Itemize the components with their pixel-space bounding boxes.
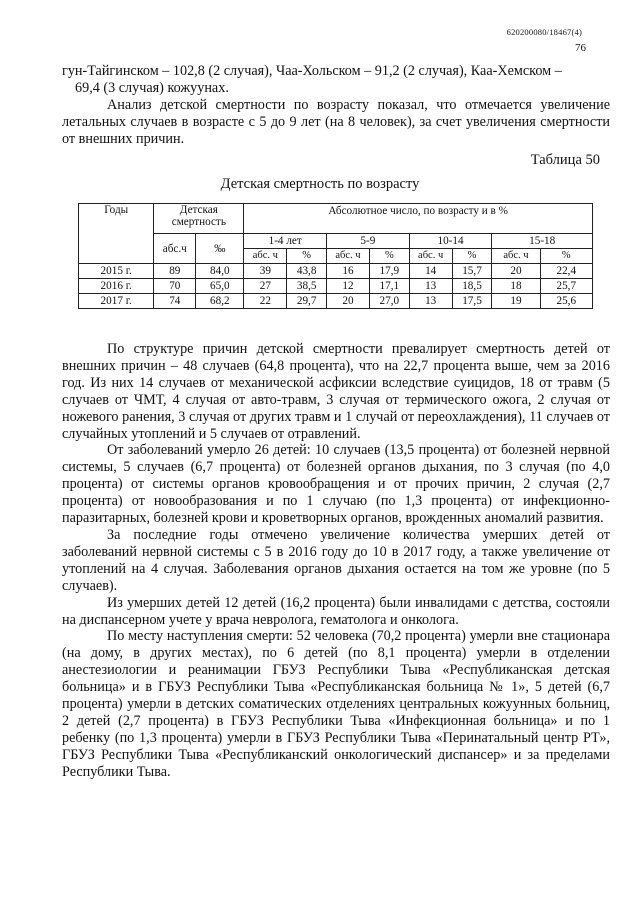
intro-line: гун-Тайгинском – 102,8 (2 случая), Чаа-Хольском – 91,2 (2 случая), Каа-Хемском – [62,63,562,79]
intro-paragraph: Анализ детской смертности по возрасту показал, что отмечается увеличение летальных случаев в возрасте с 5 до 9 лет (на 8 человек), за счет увеличения смертности от внешних причин. [62,96,610,147]
header-permille: ‰ [196,234,244,264]
cell-value: 20 [327,294,370,309]
cell-value: 29,7 [287,294,327,309]
cell-value: 18 [492,279,540,294]
mortality-table [78,203,593,309]
header-pct: % [452,249,492,264]
body-paragraph: От заболеваний умерло 26 детей: 10 случаев (13,5 процента) от болезней нервной системы, 5 случаев (6,7 процента) от болезней органов дыхания, по 3 случая (по 4,0 процента) от системы органов кровообращения и от прочих причин, 2 случая (2,7 процента) от новообразования и по 1 случаю (по 1,3 процента) от инфекционно-паразитарных, болезней крови и кроветворных органов, врожденных аномалий развития. [62,442,610,527]
cell-value: 22 [244,294,287,309]
table-row [79,294,593,309]
table-header-row [79,204,593,234]
cell-value: 14 [409,264,452,279]
body-paragraph: По месту наступления смерти: 52 человека (70,2 процента) умерли вне стационара (на дому, в других местах), по 6 детей (по 8,1 процента) умерли в отделении анестезиологии и реанимации ГБУЗ Республики Тыва «Республиканская детская больница» и в ГБУЗ Республики Тыва «Республиканская больница № 1», 5 детей (6,7 процента) умерли в детских соматических отделениях центральных кожуунных больниц, 2 детей (2,7 процента) в ГБУЗ Республики Тыва «Инфекционная больница» и по 1 ребенку (по 1,3 процента) умерли в ГБУЗ Республики Тыва «Перинатальный центр РТ», ГБУЗ Республики Тыва «Республиканский онкологический диспансер» и за пределами Республики Тыва. [62,628,610,780]
cell-value: 19 [492,294,540,309]
cell-value: 15,7 [452,264,492,279]
header-abs: абс.ч [154,234,196,264]
cell-rate: 84,0 [196,264,244,279]
cell-value: 13 [409,279,452,294]
cell-value: 20 [492,264,540,279]
header-age-group: 15-18 [492,234,593,249]
header-absolute: Абсолютное число, по возрасту и в % [244,204,593,234]
body-paragraph: За последние годы отмечено увеличение количества умерших детей от заболеваний нервной системы с 5 в 2016 году до 10 в 2017 году, а также увеличение от утоплений на 4 случая. Заболевания органов дыхания остается на том же уровне (по 5 случаев). [62,526,610,594]
document-id: 620200080/18467(4) [506,27,582,37]
header-abs-small: абс. ч [327,249,370,264]
table-title: Детская смертность по возрасту [220,176,420,192]
cell-value: 38,5 [287,279,327,294]
cell-abs: 89 [154,264,196,279]
header-age-group: 10-14 [409,234,492,249]
header-age-group: 5-9 [327,234,410,249]
cell-rate: 65,0 [196,279,244,294]
cell-abs: 70 [154,279,196,294]
cell-value: 17,9 [369,264,409,279]
header-abs-small: абс. ч [244,249,287,264]
cell-value: 17,5 [452,294,492,309]
cell-value: 13 [409,294,452,309]
header-pct: % [287,249,327,264]
table-label: Таблица 50 [530,152,600,168]
table-row [79,279,593,294]
header-age-group: 1-4 лет [244,234,327,249]
cell-value: 16 [327,264,370,279]
header-pct: % [540,249,592,264]
cell-value: 43,8 [287,264,327,279]
header-abs-small: абс. ч [492,249,540,264]
cell-value: 39 [244,264,287,279]
header-years: Годы [79,204,154,264]
header-abs-small: абс. ч [409,249,452,264]
header-child-mortality: Детская смертность [154,204,244,234]
cell-abs: 74 [154,294,196,309]
page-number: 76 [575,42,586,54]
cell-value: 27,0 [369,294,409,309]
cell-year: 2016 г. [79,279,154,294]
cell-value: 22,4 [540,264,592,279]
body-paragraph: По структуре причин детской смертности превалирует смертность детей от внешних причин – 48 случаев (64,8 процента), что на 22,7 процента выше, чем за 2016 год. Из них 14 случаев от механической асфиксии вследствие суицидов, 18 от травм (5 случаев от ЧМТ, 4 случая от авто-травм, 3 случая от термического ожога, 2 случая от ножевого ранения, 3 случая от других травм и 1 случай от переохлаждения), 11 случаев от случайных утоплений и 5 случаев от отравлений. [62,341,610,442]
body-text [62,341,610,781]
cell-value: 12 [327,279,370,294]
body-paragraph: Из умерших детей 12 детей (16,2 процента) были инвалидами с детства, состояли на диспансерном учете у врача невролога, гематолога и онколога. [62,594,610,628]
header-pct: % [369,249,409,264]
table-header-row [79,234,593,249]
cell-value: 27 [244,279,287,294]
cell-value: 17,1 [369,279,409,294]
intro-line: 69,4 (3 случая) кожуунах. [75,79,229,96]
cell-value: 25,6 [540,294,592,309]
cell-rate: 68,2 [196,294,244,309]
cell-value: 18,5 [452,279,492,294]
cell-year: 2017 г. [79,294,154,309]
table-row [79,264,593,279]
cell-year: 2015 г. [79,264,154,279]
intro-text [62,63,610,148]
cell-value: 25,7 [540,279,592,294]
